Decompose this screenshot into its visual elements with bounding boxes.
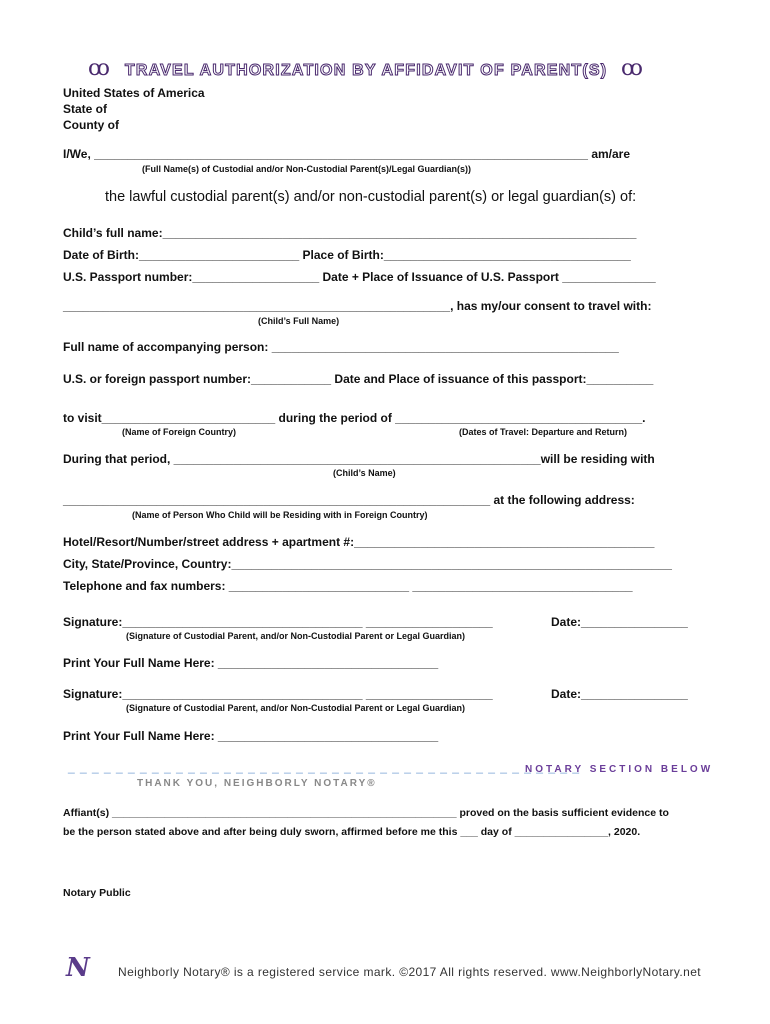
title-text: TRAVEL AUTHORIZATION BY AFFIDAVIT OF PARENT(S) — [124, 62, 608, 79]
phone-fax-field[interactable]: Telephone and fax numbers: ___________________________ _________________________________ — [63, 579, 633, 593]
signature-caption-1: (Signature of Custodial Parent, and/or Non-Custodial Parent or Legal Guardian) — [126, 631, 466, 641]
visit-country-caption: (Name of Foreign Country) — [122, 427, 236, 437]
print-name-field-2[interactable]: Print Your Full Name Here: _________________________________ — [63, 729, 439, 743]
residing-line[interactable]: During that period, _______________________________________________________will be residing with — [63, 452, 655, 466]
visit-dates-caption: (Dates of Travel: Departure and Return) — [459, 427, 628, 437]
notary-public-label: Notary Public — [63, 887, 131, 899]
companion-name-field[interactable]: Full name of accompanying person: ____________________________________________________ — [63, 340, 619, 354]
city-field[interactable]: City, State/Province, Country:__________________________________________________________________ — [63, 557, 672, 571]
notary-divider: _ _ _ _ _ _ _ _ _ _ _ _ _ _ _ _ _ _ _ _ _ _ _ _ _ _ _ _ _ _ _ _ _ _ _ _ _ _ _ _ _ _ _ — [68, 760, 581, 774]
child-passport-field[interactable]: U.S. Passport number:___________________ Date + Place of Issuance of U.S. Passport ______________ — [63, 270, 656, 284]
neighborly-notary-logo: N — [66, 953, 90, 983]
document-title — [88, 56, 644, 81]
hotel-address-field[interactable]: Hotel/Resort/Number/street address + apartment #:_____________________________________________ — [63, 535, 655, 549]
custody-statement: the lawful custodial parent(s) and/or non-custodial parent(s) or legal guardian(s) of: — [105, 189, 637, 205]
residing-caption: (Child’s Name) — [333, 468, 396, 478]
county-label: County of — [63, 118, 119, 132]
declarant-line[interactable]: I/We, __________________________________________________________________________ am/are — [63, 147, 631, 161]
consent-caption: (Child’s Full Name) — [258, 316, 340, 326]
child-dob-field[interactable]: Date of Birth:________________________ Place of Birth:_____________________________________ — [63, 248, 631, 262]
consent-line[interactable]: __________________________________________________________, has my/our consent to travel with: — [63, 299, 652, 313]
sworn-line[interactable]: be the person stated above and after being duly sworn, affirmed before me this ___ day of ________________, 2020. — [63, 826, 641, 838]
signature-caption-2: (Signature of Custodial Parent, and/or Non-Custodial Parent or Legal Guardian) — [126, 703, 466, 713]
host-line[interactable]: ________________________________________________________________ at the following address: — [63, 493, 635, 507]
ornament-left-icon: ꝏ — [88, 56, 112, 81]
print-name-field-1[interactable]: Print Your Full Name Here: _________________________________ — [63, 656, 439, 670]
notary-section-label: NOTARY SECTION BELOW — [525, 764, 714, 775]
child-name-field[interactable]: Child’s full name:_______________________________________________________________________ — [63, 226, 637, 240]
affiant-line[interactable]: Affiant(s) ___________________________________________________________ proved on the basis sufficient evidence to — [63, 807, 669, 819]
country-label: United States of America — [63, 86, 205, 100]
companion-passport-field[interactable]: U.S. or foreign passport number:____________ Date and Place of issuance of this passport:__________ — [63, 372, 654, 386]
host-caption: (Name of Person Who Child will be Residing with in Foreign Country) — [132, 510, 428, 520]
visit-line[interactable]: to visit__________________________ during the period of _____________________________________. — [63, 411, 646, 425]
signature-field-1[interactable]: Signature:____________________________________ ___________________ — [63, 615, 493, 629]
declarant-caption: (Full Name(s) of Custodial and/or Non-Custodial Parent(s)/Legal Guardian(s)) — [142, 164, 472, 174]
notary-thanks: THANK YOU, NEIGHBORLY NOTARY® — [137, 778, 377, 789]
state-label: State of — [63, 102, 108, 116]
ornament-right-icon: ꝏ — [620, 56, 645, 81]
date-field-1[interactable]: Date:________________ — [551, 615, 688, 629]
signature-field-2[interactable]: Signature:____________________________________ ___________________ — [63, 687, 493, 701]
footer-text: Neighborly Notary® is a registered service mark. ©2017 All rights reserved. www.NeighborlyNotary.net — [118, 965, 702, 979]
date-field-2[interactable]: Date:________________ — [551, 687, 688, 701]
